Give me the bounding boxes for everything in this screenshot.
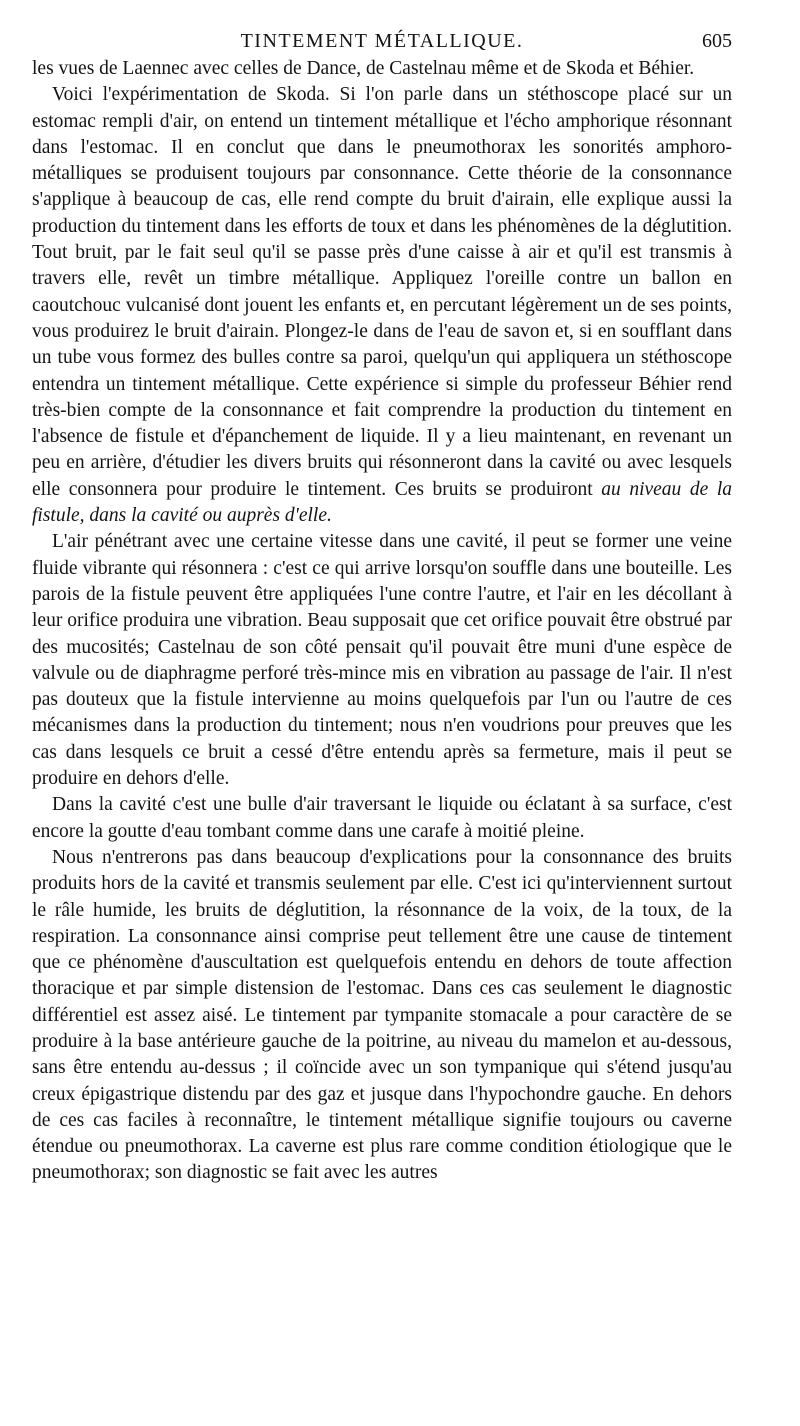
book-page <box>32 26 732 1187</box>
paragraph-fistula <box>32 529 732 792</box>
page-number: 605 <box>702 30 732 52</box>
paragraph-cavity <box>32 792 732 845</box>
paragraph-text: les vues de Laennec avec celles de Dance, de Castelnau même et de Skoda et Béhier. <box>32 58 695 79</box>
paragraph-text: Nous n'entrerons pas dans beaucoup d'explications pour la consonnance des bruits produits hors de la cavité et transmis seulement par elle. C'est ici qu'interviennent surtout le râle humide, les bruits de déglutition, la résonnance de la voix, de la toux, de la respiration. La consonnance ainsi comprise peut tellement être une cause de tintement que ce phénomène d'auscultation est quelquefois entendu en dehors de toute affection thoracique et par simple distension de l'estomac. Dans ces cas seulement le diagnostic différentiel est assez aisé. Le tintement par tympanite stomacale a pour caractère de se produire à la base antérieure gauche de la poitrine, au niveau du mamelon et au-dessous, sans être entendu au-dessus ; il coïncide avec un son tympanique qui s'étend jusqu'au creux épigastrique distendu par des gaz et jusque dans l'hypochondre gauche. En dehors de ces cas faciles à reconnaître, le tintement métallique signifie toujours ou caverne étendue ou pneumothorax. La caverne est plus rare comme condition étiologique que le pneumothorax; son diagnostic se fait avec les autres <box>32 846 732 1184</box>
running-head <box>32 26 732 56</box>
paragraph-continuation <box>32 56 732 82</box>
body-text <box>32 56 732 1187</box>
paragraph-consonance <box>32 845 732 1187</box>
paragraph-text: Dans la cavité c'est une bulle d'air traversant le liquide ou éclatant à sa surface, c'est encore la goutte d'eau tombant comme dans une carafe à moitié pleine. <box>32 794 732 842</box>
running-title: TINTEMENT MÉTALLIQUE. <box>240 30 524 52</box>
paragraph-skoda-experiment <box>32 82 732 529</box>
paragraph-text: Voici l'expérimentation de Skoda. Si l'on parle dans un stéthoscope placé sur un estomac rempli d'air, on entend un tintement métallique et l'écho amphorique résonnant dans l'estomac. Il en conclut que dans le pneumothorax les sonorités amphoro-métalliques se produisent toujours par consonnance. Cette théorie de la consonnance s'applique à beaucoup de cas, elle rend compte du bruit d'airain, elle explique aussi la production du tintement dans les efforts de toux et dans les phénomènes de la déglutition. Tout bruit, par le fait seul qu'il se passe près d'une caisse à air et qu'il est transmis à travers elle, revêt un timbre métallique. Appliquez l'oreille contre un ballon en caoutchouc vulcanisé dont jouent les enfants et, en percutant légèrement un de ses points, vous produirez le bruit d'airain. Plongez-le dans de l'eau de savon et, si en soufflant dans un tube vous formez des bulles contre sa paroi, quelqu'un qui appliquera un stéthoscope entendra un tintement métallique. Cette expérience si simple du professeur Béhier rend très-bien compte de la consonnance et fait comprendre la production du tintement en l'absence de fistule et d'épanchement de liquide. Il y a lieu maintenant, en revenant un peu en arrière, d'étudier les divers bruits qui résonneront dans la cavité ou avec lesquels elle consonnera pour produire le tintement. Ces bruits se produiront <box>32 84 732 500</box>
italic-phrase: au niveau de la fistule, dans la cavité ou auprès d'elle. <box>32 478 732 527</box>
paragraph-text: L'air pénétrant avec une certaine vitesse dans une cavité, il peut se former une veine fluide vibrante qui résonnera : c'est ce qui arrive lorsqu'on souffle dans une bouteille. Les parois de la fistule peuvent être appliquées l'une contre l'autre, et l'air en les décollant à leur orifice produira une vibration. Beau supposait que cet orifice pouvait être obstrué par des mucosités; Castelnau de son côté pensait qu'il pouvait être muni d'une espèce de valvule ou de diaphragme perforé très-mince mis en vibration au passage de l'air. Il n'est pas douteux que la fistule intervienne au moins quelquefois par l'un ou l'autre de ces mécanismes dans la production du tintement; nous n'en voudrions pour preuves que les cas dans lesquels ce bruit a cessé d'être entendu après sa fermeture, mais il peut se produire en dehors d'elle. <box>32 531 732 790</box>
